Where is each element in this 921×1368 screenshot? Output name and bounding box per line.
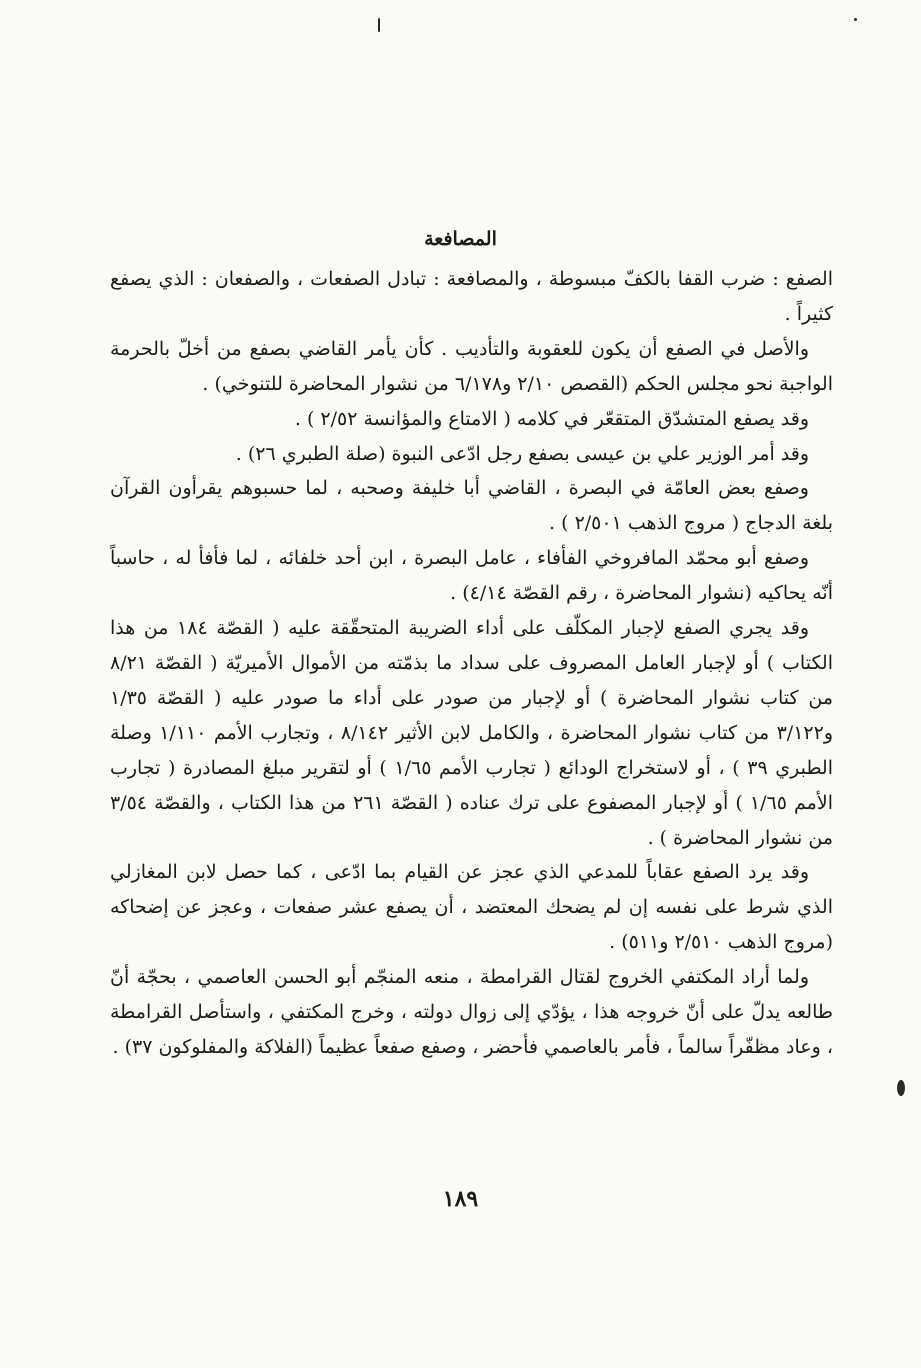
ink-dot-mark bbox=[854, 18, 857, 21]
paragraph: وقد يرد الصفع عقاباً للمدعي الذي عجز عن القيام بما ادّعى ، كما حصل لابن المغازلي الذي شرط على نفسه إن لم يضحك المعتضد ، أن يصفع عشر صفعات ، وعجز عن إضحاكه (مروج الذهب ٢/٥١٠ و٥١١) . bbox=[110, 861, 833, 954]
paragraph: وقد يصفع المتشدّق المتقعّر في كلامه ( الامتاع والمؤانسة ٢/٥٢ ) . bbox=[294, 407, 809, 430]
section-title: المصافعة bbox=[424, 228, 497, 250]
ink-blot-mark bbox=[897, 1080, 905, 1096]
body-text bbox=[110, 262, 833, 1065]
paragraph: الصفع : ضرب القفا بالكفّ مبسوطة ، والمصافعة : تبادل الصفعات ، والصفعان : الذي يصفع كثيراً . bbox=[110, 268, 833, 325]
page-number: ١٨٩ bbox=[442, 1186, 479, 1212]
paragraph: وصفع أبو محمّد المافروخي الفأفاء ، عامل البصرة ، ابن أحد خلفائه ، لما فأفأ له ، حاسباً أنّه يحاكيه (نشوار المحاضرة ، رقم القصّة ٤/١٤) . bbox=[110, 547, 833, 605]
paragraph: والأصل في الصفع أن يكون للعقوبة والتأديب . كأن يأمر القاضي بصفع من أخلّ بالحرمة الواجبة نحو مجلس الحكم (القصص ٢/١٠ و٦/١٧٨ من نشوار المحاضرة للتنوخي) . bbox=[110, 337, 833, 395]
paragraph: وقد أمر الوزير علي بن عيسى بصفع رجل ادّعى النبوة (صلة الطبري ٢٦) . bbox=[235, 442, 809, 465]
paragraph: وصفع بعض العامّة في البصرة ، القاضي أبا خليفة وصحبه ، لما حسبوهم يقرأون القرآن بلغة الدجاج ( مروج الذهب ٢/٥٠١ ) . bbox=[110, 477, 833, 535]
ink-stroke-mark bbox=[378, 18, 380, 32]
paragraph: ولما أراد المكتفي الخروج لقتال القرامطة ، منعه المنجّم أبو الحسن العاصمي ، بحجّة أنّ طالعه يدلّ على أنّ خروجه هذا ، يؤدّي إلى زوال دولته ، وخرج المكتفي ، واستأصل القرامطة ، وعاد مظفّراً سالماً ، فأمر بالعاصمي فأحضر ، وصفع صفعاً عظيماً (الفلاكة والمفلوكون ٣٧) . bbox=[110, 966, 833, 1058]
paragraph: وقد يجري الصفع لإجبار المكلّف على أداء الضريبة المتحقّقة عليه ( القصّة ١٨٤ من هذا الكتاب ) أو لإجبار العامل المصروف على سداد ما بذمّته من الأموال الأميريّة ( القصّة ٨/٢١ من كتاب نشوار المحاضرة ) أو لإجبار من صودر على أداء ما صودر عليه ( القصّة ١/٣٥ و٣/١٢٢ من كتاب نشوار المحاضرة ، والكامل لابن الأثير ٨/١٤٢ ، وتجارب الأمم ١/١١٠ وصلة الطبري ٣٩ ) ، أو لاستخراج الودائع ( تجارب الأمم ١/٦٥ ) أو لتقرير مبلغ المصادرة ( تجارب الأمم ١/٦٥ ) أو لإجبار المصفوع على ترك عناده ( القصّة ٢٦١ من هذا الكتاب ، والقصّة ٣/٥٤ من نشوار المحاضرة ) . bbox=[110, 617, 834, 849]
